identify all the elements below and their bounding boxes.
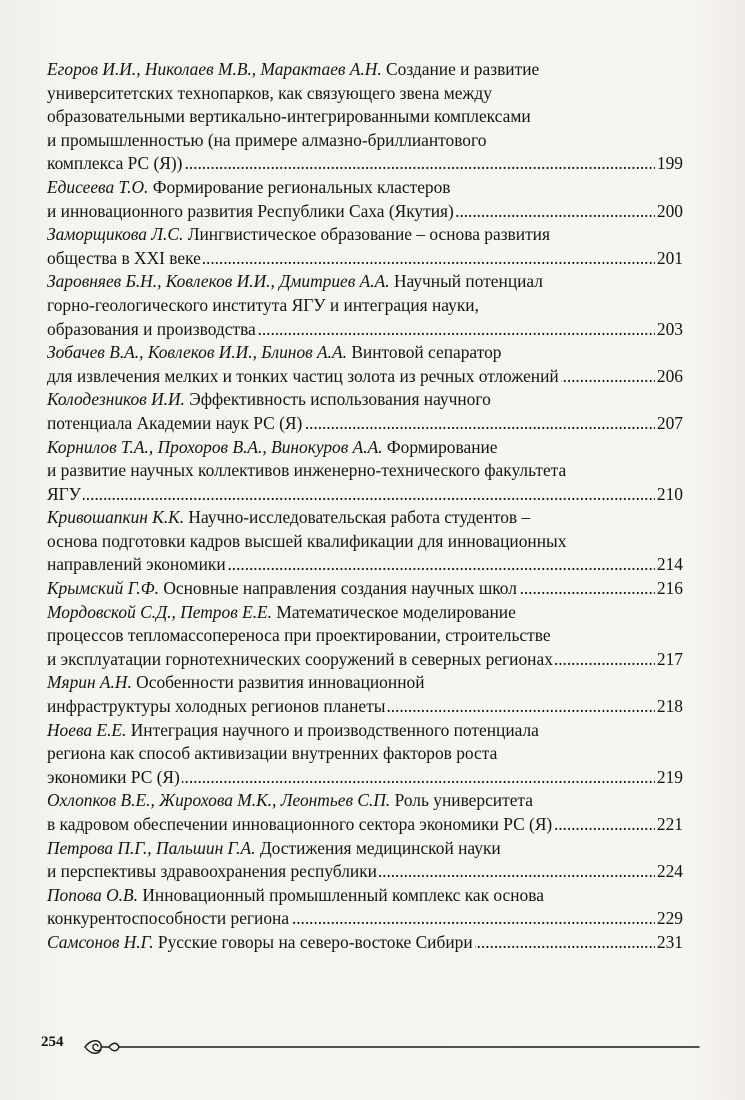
toc-entry-authors: Заморщикова Л.С. [47, 224, 184, 245]
toc-entry-title: Инновационный промышленный комплекс как основа [138, 884, 544, 905]
dot-leader [228, 553, 655, 577]
toc-entry-page-number: 219 [656, 766, 683, 787]
toc-entry-title: Достижения медицинской науки [255, 837, 501, 858]
toc-entry-title: направлений экономики [47, 554, 226, 575]
toc-entry-line [47, 318, 683, 342]
toc-entry-title: Научный потенциал [389, 271, 543, 292]
toc-entry [47, 671, 683, 718]
toc-entry-authors: Зобачев В.А., Ковлеков И.И., Блинов А.А. [47, 342, 347, 363]
dot-leader [387, 695, 655, 719]
toc-entry [47, 270, 683, 341]
toc-entry-authors: Кривошапкин К.К. [47, 507, 185, 528]
ornamental-flourish-icon [83, 1036, 701, 1058]
toc-entry-title: Математическое моделирование [272, 601, 516, 622]
toc-entry-line [47, 931, 683, 955]
toc-entry-title: и перспективы здравоохранения республики [47, 861, 377, 882]
toc-entry-title: Русские говоры на северо-востоке Сибири [153, 931, 473, 952]
toc-entry-title: Эффективность использования научного [184, 389, 491, 410]
toc-entry-title: образовательными вертикально-интегрированными комплексами [47, 106, 531, 127]
toc-entry-line [47, 176, 683, 200]
toc-entry-page-number: 203 [656, 318, 683, 339]
toc-entry-line [47, 860, 683, 884]
dot-leader [379, 860, 655, 884]
toc-entry [47, 837, 683, 884]
toc-entry-title: инфраструктуры холодных регионов планеты [47, 696, 386, 717]
toc-entry-line [47, 58, 683, 82]
toc-entry-title: Формирование региональных кластеров [148, 176, 451, 197]
toc-entry-title: комплекса РС (Я)) [47, 153, 183, 174]
toc-entry-title: Создание и развитие [381, 59, 540, 79]
toc-entry-title: Роль университета [390, 790, 533, 811]
toc-entry-line [47, 436, 683, 460]
toc-entry-authors: Охлопков В.Е., Жирохова М.К., Леонтьев С.П. [47, 790, 391, 811]
toc-entry-authors: Самсонов Н.Г. [47, 931, 154, 952]
toc-entry-line [47, 553, 683, 577]
dot-leader [184, 152, 654, 176]
toc-entry-line [47, 223, 683, 247]
toc-entry-line [47, 695, 683, 719]
toc-entry [47, 931, 683, 955]
toc-entry-title: в кадровом обеспечении инновационного сектора экономики РС (Я) [47, 814, 553, 834]
toc-entry-page-number: 224 [656, 861, 683, 882]
toc-entry-line [47, 270, 683, 294]
toc-entry-title: основа подготовки кадров высшей квалификации для инновационных [47, 530, 567, 551]
toc-entry-title: Формирование [382, 436, 498, 457]
toc-entry-title: экономики РС (Я) [47, 766, 180, 787]
toc-entry [47, 436, 683, 507]
toc-entry-authors: Корнилов Т.А., Прохоров В.А., Винокуров А.А. [47, 436, 383, 457]
toc-entry [47, 719, 683, 790]
toc-entry-title: университетских технопарков, как связующего звена между [47, 82, 492, 103]
dot-leader [304, 412, 655, 436]
toc-entry-page-number: 199 [656, 153, 683, 174]
toc-entry-line [47, 884, 683, 908]
toc-entry-authors: Крымский Г.Ф. [47, 578, 159, 599]
toc-entry-line [47, 105, 683, 129]
toc-entry [47, 176, 683, 223]
toc-entry-title: процессов тепломассопереноса при проектировании, строительстве [47, 625, 551, 646]
toc-entry [47, 223, 683, 270]
toc-entry-page-number: 206 [656, 365, 683, 386]
toc-entry-title: ЯГУ [47, 483, 81, 504]
toc-entry-authors: Егоров И.И., Николаев М.В., Марактаев А.Н. [47, 59, 382, 79]
toc-entry [47, 341, 683, 388]
toc-entry-title: горно-геологического института ЯГУ и интеграция науки, [47, 294, 479, 315]
toc-entry [47, 577, 683, 601]
toc-entry-page-number: 201 [656, 247, 683, 268]
toc-entry-line [47, 365, 683, 389]
table-of-contents [47, 58, 683, 955]
toc-entry-line [47, 742, 683, 766]
toc-entry [47, 58, 683, 176]
toc-entry-title: Интеграция научного и производственного потенциала [126, 719, 539, 740]
toc-entry-page-number: 207 [656, 412, 683, 433]
toc-entry-line [47, 671, 683, 695]
page-footer [41, 1034, 701, 1064]
dot-leader [456, 200, 655, 224]
toc-entry-title: региона как способ активизации внутренних факторов роста [47, 743, 498, 764]
toc-entry-line [47, 200, 683, 224]
toc-entry-title: Лингвистическое образование – основа развития [183, 224, 550, 245]
toc-entry-title: конкурентоспособности региона [47, 908, 290, 929]
toc-entry-title: Винтовой сепаратор [346, 342, 502, 363]
dot-leader [83, 483, 655, 507]
toc-entry [47, 601, 683, 672]
toc-entry-authors: Заровняев Б.Н., Ковлеков И.И., Дмитриев А.А. [47, 271, 390, 292]
toc-entry-title: потенциала Академии наук РС (Я) [47, 412, 303, 433]
toc-entry-authors: Едисеева Т.О. [47, 176, 149, 197]
toc-entry-authors: Колодезников И.И. [47, 389, 185, 410]
dot-leader [519, 577, 655, 601]
toc-entry-line [47, 648, 683, 672]
toc-entry-page-number: 216 [656, 578, 683, 599]
toc-entry [47, 884, 683, 931]
dot-leader [475, 931, 655, 955]
toc-entry-title: и эксплуатации горнотехнических сооружений в северных регионах [47, 648, 553, 669]
toc-entry [47, 789, 683, 836]
toc-entry-line [47, 294, 683, 318]
toc-entry-line [47, 341, 683, 365]
toc-entry-authors: Петрова П.Г., Пальшин Г.А. [47, 837, 256, 858]
toc-entry-page-number: 231 [656, 931, 683, 952]
toc-entry-title: общества в XXI веке [47, 247, 201, 268]
toc-entry-title: Научно-исследовательская работа студентов – [184, 507, 531, 528]
toc-entry-line [47, 837, 683, 861]
dot-leader [258, 318, 655, 342]
toc-entry-page-number: 221 [656, 814, 683, 834]
toc-entry-line [47, 530, 683, 554]
toc-entry-line [47, 506, 683, 530]
toc-entry-authors: Ноева Е.Е. [47, 719, 127, 740]
toc-entry-title: и инновационного развития Республики Саха (Якутия) [47, 200, 454, 221]
toc-entry-line [47, 388, 683, 412]
toc-entry-line [47, 459, 683, 483]
toc-entry-page-number: 214 [656, 554, 683, 575]
toc-entry-title: образования и производства [47, 318, 256, 339]
toc-entry-title: Особенности развития инновационной [131, 672, 425, 693]
toc-entry-line [47, 907, 683, 931]
toc-entry [47, 388, 683, 435]
toc-entry-line [47, 152, 683, 176]
toc-entry-title: для извлечения мелких и тонких частиц золота из речных отложений [47, 365, 559, 386]
dot-leader [554, 813, 655, 837]
toc-entry-line [47, 719, 683, 743]
toc-entry-line [47, 624, 683, 648]
dot-leader [182, 766, 655, 790]
toc-entry-page-number: 200 [656, 200, 683, 221]
toc-entry-title: и промышленностью (на примере алмазно-бриллиантового [47, 129, 487, 150]
toc-entry-authors: Мордовской С.Д., Петров Е.Е. [47, 601, 273, 622]
dot-leader [555, 648, 655, 672]
toc-entry-line [47, 813, 683, 837]
toc-entry-line [47, 129, 683, 153]
toc-entry-authors: Попова О.В. [47, 884, 138, 905]
dot-leader [291, 907, 655, 931]
toc-entry-title: Основные направления создания научных школ [158, 578, 517, 599]
toc-entry-line [47, 766, 683, 790]
toc-entry-line [47, 483, 683, 507]
toc-entry-line [47, 601, 683, 625]
dot-leader [203, 247, 655, 271]
toc-entry-line [47, 247, 683, 271]
toc-entry-line [47, 577, 683, 601]
toc-entry-page-number: 229 [656, 908, 683, 929]
toc-entry-title: и развитие научных коллективов инженерно-технического факультета [47, 460, 567, 481]
toc-entry-page-number: 210 [656, 483, 683, 504]
toc-entry-authors: Мярин А.Н. [47, 672, 132, 693]
toc-entry-line [47, 789, 683, 813]
toc-entry [47, 506, 683, 577]
dot-leader [561, 365, 655, 389]
page-number: 254 [41, 1034, 64, 1050]
toc-entry-page-number: 218 [656, 696, 683, 717]
toc-entry-page-number: 217 [656, 648, 683, 669]
toc-entry-line [47, 412, 683, 436]
toc-entry-line [47, 82, 683, 106]
